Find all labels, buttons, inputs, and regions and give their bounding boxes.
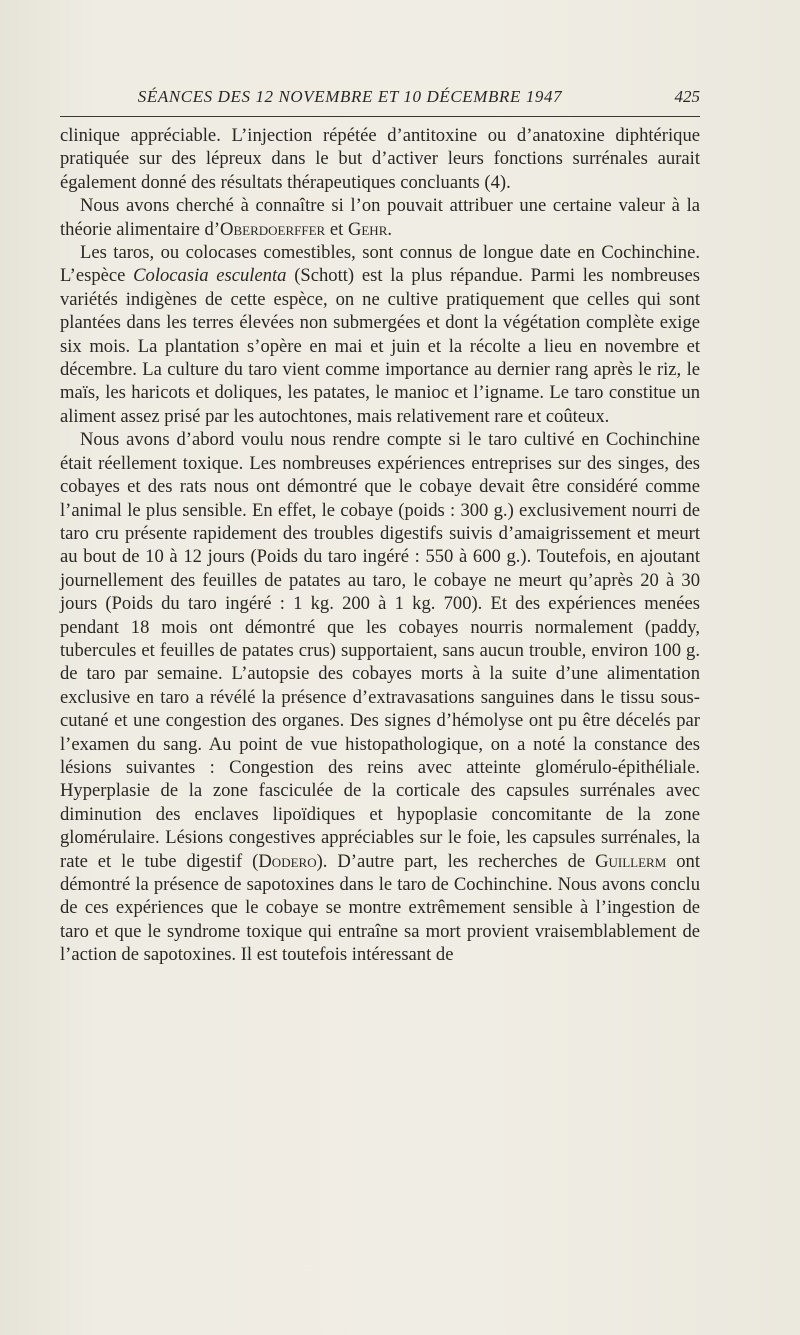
author-gehr: Gehr (347, 218, 388, 240)
paragraph-2 (60, 194, 700, 241)
paragraph-2-text-c: . (387, 218, 393, 240)
paragraph-4 (60, 428, 700, 966)
paragraph-4-text-c: ont démontré la présence de sapotoxines dans le taro de Cochinchine. Nous avons conclu de ces expériences que le cobaye se montre extrêmement sensible à l’ingestion de taro et que le syndrome toxique qui entraîne sa mort provient vraisemblablement de l’action de sapotoxines. Il est toutefois intéressant de (60, 850, 700, 966)
paragraph-2-text-a: Nous avons cherché à connaître si l’on pouvait attribuer une certaine valeur à la théorie alimentaire d’ (60, 195, 700, 240)
species-name: Colocasia esculenta (133, 265, 287, 287)
paragraph-3-text-a: Les taros, ou colocases comestibles, sont connus de longue date en Cochinchine. L’espèce (60, 242, 700, 287)
paragraph-4-text-a: Nous avons d’abord voulu nous rendre compte si le taro cultivé en Cochinchine était réellement toxique. Les nombreuses expériences entreprises sur des singes, des cobayes et des rats nous ont démontré que le cobaye devait être considéré comme l’animal le plus sensible. En effet, le cobaye (poids : 300 g.) exclusivement nourri de taro cru présente rapidement des troubles digestifs suivis d’amaigrissement et meurt au bout de 10 à 12 jours (Poids du taro ingéré : 550 à 600 g.). Toutefois, en ajoutant journellement des feuilles de patates au taro, le cobaye ne meurt qu’après 20 à 30 jours (Poids du taro ingéré : 1 kg. 200 à 1 kg. 700). Et des expériences menées pendant 18 mois ont démontré que les cobayes nourris normalement (paddy, tubercules et feuilles de patates crus) supportaient, sans aucun trouble, environ 100 g. de taro par semaine. L’autopsie des cobayes morts à la suite d’une alimentation exclusive en taro a révélé la présence d’extravasations sanguines dans le tissu sous-cutané et une congestion des organes. Des signes d’hémolyse ont pu être décelés par l’examen du sang. Au point de vue histopathologique, on a noté la constance des lésions suivantes : Congestion des reins avec atteinte glomérulo-épithéliale. Hyperplasie de la zone fasciculée de la corticale des capsules surrénales avec diminution des enclaves lipoïdiques et hypoplasie concomitante de la zone glomérulaire. Lésions congestives appréciables sur le foie, les capsules surrénales, la rate et le tube digestif ( (60, 429, 700, 872)
paragraph-1: clinique appréciable. L’injection répétée d’antitoxine ou d’anatoxine diphtérique pratiquée sur des lépreux dans le but d’activer leurs fonctions surrénales aurait également donné des résultats thérapeutiques concluants (4). (60, 125, 700, 193)
paragraph-4-text-b: ). D’autre part, les recherches de (316, 850, 596, 872)
author-oberdoerffer: Oberdoerffer (220, 218, 326, 240)
page-number: 425 (674, 87, 700, 106)
running-title: SÉANCES DES 12 NOVEMBRE ET 10 DÉCEMBRE 1947 (137, 87, 563, 106)
paragraph-3 (60, 241, 700, 428)
running-head (60, 86, 700, 112)
header-rule (60, 116, 700, 117)
body-text (60, 124, 700, 967)
paragraph-3-text-b: (Schott) est la plus répandue. Parmi les nombreuses variétés indigènes de cette espèce, on ne cultive pratiquement que celles qui sont plantées dans les terres élevées non submergées et dont la végétation complète exige six mois. La plantation s’opère en mai et juin et la récolte a lieu en novembre et décembre. La culture du taro vient comme importance au dernier rang après le riz, le maïs, les haricots et doliques, les patates, le manioc et l’igname. Le taro constitue un aliment assez prisé par les autochtones, mais relativement rare et coûteux. (60, 265, 700, 427)
author-dodero: Dodero (258, 850, 317, 872)
paragraph-2-text-b: et (325, 218, 348, 240)
author-guillerm: Guillerm (595, 850, 667, 872)
